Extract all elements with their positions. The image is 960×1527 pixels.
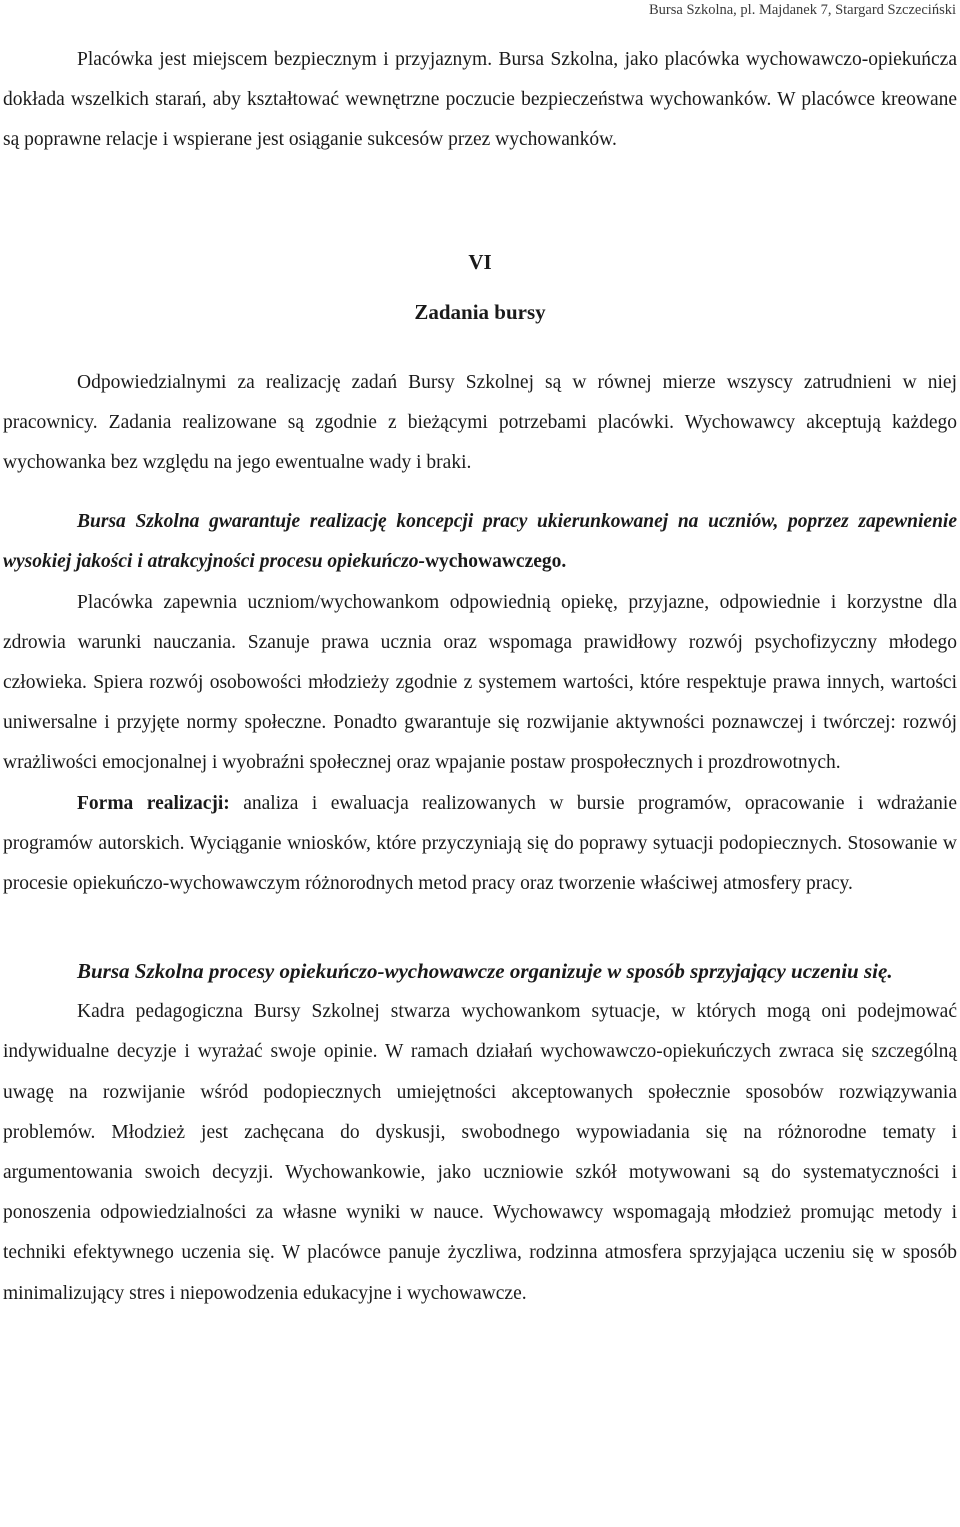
section-title: Zadania bursy [414,299,546,324]
form-paragraph [3,784,957,905]
running-header: Bursa Szkolna, pl. Majdanek 7, Stargard Szczeciński [649,2,956,18]
care-paragraph: Placówka zapewnia uczniom/wychowankom odpowiednią opiekę, przyjazne, odpowiednie i korzystne dla zdrowia warunki nauczania. Szanuje prawa ucznia oraz wspomaga prawidłowy rozwój psychofizyczny młodego człowieka. Spiera rozwój osobowości młodzieży zgodnie z systemem wartości, które respektuje prawa innych, wartości uniwersalne i przyjęte normy społeczne. Ponadto gwarantuje się rozwijanie aktywności poznawczej i twórczej: rozwój wrażliwości emocjonalnej i wyobraźni społecznej oraz wpajanie postaw prospołecznych i prozdrowotnych. [3,591,957,774]
document-body [3,40,957,1314]
intro-paragraph: Placówka jest miejscem bezpiecznym i przyjaznym. Bursa Szkolna, jako placówka wychowawczo-opiekuńcza dokłada wszelkich starań, aby kształtować wewnętrzne poczucie bezpieczeństwa wychowanków. W placówce kreowane są poprawne relacje i wspierane jest osiąganie sukcesów przez wychowanków. [3,49,957,151]
guarantee-upright-text: wychowawczego. [424,551,567,573]
form-label: Forma realizacji: [77,792,230,814]
guarantee-italic-text: Bursa Szkolna gwarantuje realizację koncepcji pracy ukierunkowanej na uczniów, poprzez zapewnienie wysokiej jakości i atrakcyjności procesu opiekuńczo- [3,511,957,573]
organize-heading: Bursa Szkolna procesy opiekuńczo-wychowawcze organizuje w sposób sprzyjający uczeniu się. [77,959,893,984]
form-text: analiza i ewaluacja realizowanych w bursie programów, opracowanie i wdrażanie programów autorskich. Wyciąganie wniosków, które przyczyniają się do poprawy sytuacji podopiecznych. Stosowanie w procesie opiekuńczo-wychowawczym różnorodnych metod pracy oraz tworzenie właściwej atmosfery pracy. [3,792,957,895]
learning-paragraph: Kadra pedagogiczna Bursy Szkolnej stwarza wychowankom sytuacje, w których mogą oni podejmować indywidualne decyzje i wyrażać swoje opinie. W ramach działań wychowawczo-opiekuńczych zwraca się szczególną uwagę na rozwijanie wśród podopiecznych umiejętności akceptowanych społecznie sposobów rozwiązywania problemów. Młodzież jest zachęcana do dyskusji, swobodnego wypowiadania się na różnorodne tematy i argumentowania swoich decyzji. Wychowankowie, jako uczniowie szkół motywowani są do systematyczności i ponoszenia odpowiedzialności za własne wyniki w nauce. Wychowawcy wspomagają młodzież promując metody i techniki efektywnego uczenia się. W placówce panuje życzliwa, rodzinna atmosfera sprzyjająca uczeniu się w sposób minimalizujący stres i niepowodzenia edukacyjne i wychowawcze. [3,1001,957,1304]
staff-paragraph: Odpowiedzialnymi za realizację zadań Bursy Szkolnej są w równej mierze wszyscy zatrudnieni w niej pracownicy. Zadania realizowane są zgodnie z bieżącymi potrzebami placówki. Wychowawcy akceptują każdego wychowanka bez względu na jego ewentualne wady i braki. [3,371,957,474]
guarantee-paragraph [3,502,957,582]
section-number: VI [468,249,492,274]
